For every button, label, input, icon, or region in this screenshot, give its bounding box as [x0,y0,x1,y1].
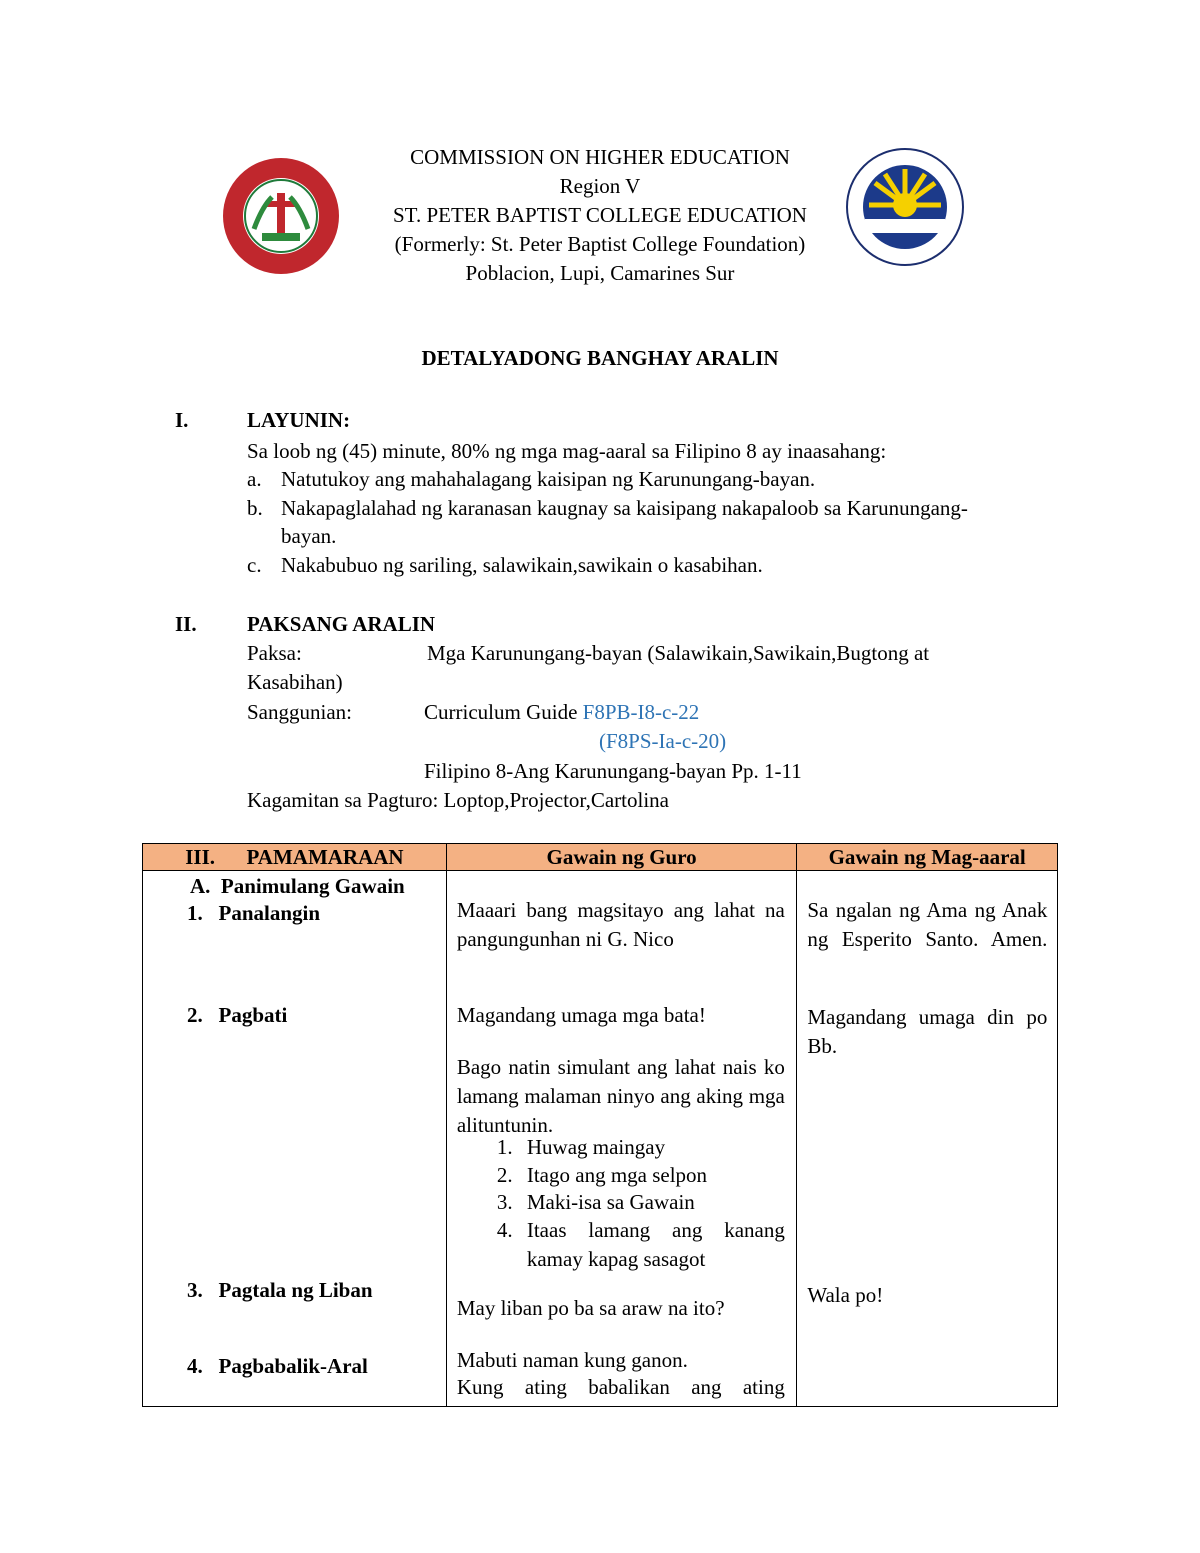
header-commission: COMMISSION ON HIGHER EDUCATION [410,145,790,169]
objective-letter: a. [247,467,262,491]
table-header-magaaral: Gawain ng Mag-aaral [797,844,1058,871]
table-header-guro: Gawain ng Guro [446,844,796,871]
header-college: ST. PETER BAPTIST COLLEGE EDUCATION [393,203,807,227]
guro-liban: May liban po ba sa araw na ito? [456,1296,725,1320]
objective-text-cont: bayan. [281,524,337,548]
paksa-continuation: Kasabihan) [247,670,343,694]
document-title: DETALYADONG BANGHAY ARALIN [421,346,779,370]
sanggunian-value: Curriculum Guide [424,700,583,724]
procedure-table [142,843,1058,1407]
section2-heading: PAKSANG ARALIN [247,612,436,636]
objective-text: Nakapaglalahad ng karanasan kaugnay sa kaisipang nakapaloob sa Karunungang- [281,496,968,520]
rule-text: Itaas lamang ang kanang kamay kapag sasagot [526,1218,785,1271]
guro-panalangin: Maaari bang magsitayo ang lahat na pangungunhan ni G. Nico [456,898,785,951]
curriculum-code-link[interactable]: (F8PS-Ia-c-20) [599,729,727,753]
table-header-pamamaraan: III. PAMAMARAAN [143,844,447,871]
objective-letter: b. [247,496,263,520]
step-panalangin: 1. Panalangin [187,901,321,925]
rule-number: 4. [496,1218,513,1242]
section1-number: I. [175,408,189,432]
rule-number: 2. [496,1163,513,1187]
kagamitan-line: Kagamitan sa Pagturo: Loptop,Projector,Cartolina [247,788,669,812]
guro-balik-aral: Kung ating babalikan ang ating [456,1375,785,1399]
rule-number: 1. [496,1135,513,1159]
sanggunian-label: Sanggunian: [247,700,352,724]
objective-letter: c. [247,553,262,577]
header-region: Region V [559,174,641,198]
section1-intro: Sa loob ng (45) minute, 80% ng mga mag-aaral sa Filipino 8 ay inaasahang: [247,439,887,463]
magaaral-panalangin: Sa ngalan ng Ama ng Anak ng Esperito Santo. Amen. [807,898,1048,951]
section2-number: II. [175,612,197,636]
step-pagtala-ng-liban: 3. Pagtala ng Liban [187,1278,373,1302]
magaaral-pagbati: Magandang umaga din po Bb. [807,1005,1048,1058]
step-pagbati: 2. Pagbati [187,1003,288,1027]
step-pagbabalik-aral: 4. Pagbabalik-Aral [187,1354,368,1378]
book-reference: Filipino 8-Ang Karunungang-bayan Pp. 1-11 [424,759,802,783]
guro-mabuti: Mabuti naman kung ganon. [456,1348,688,1372]
curriculum-code-link[interactable]: F8PB-I8-c-22 [582,700,700,724]
paksa-label: Paksa: [247,641,302,665]
objective-text: Natutukoy ang mahahalagang kaisipan ng Karunungang-bayan. [281,467,816,491]
paksa-value: Mga Karunungang-bayan (Salawikain,Sawikain,Bugtong at [427,641,930,665]
rule-text: Itago ang mga selpon [526,1163,708,1187]
rule-text: Huwag maingay [526,1135,666,1159]
magaaral-liban: Wala po! [807,1283,884,1307]
header-address: Poblacion, Lupi, Camarines Sur [465,261,735,285]
step-panimulang-gawain: A. Panimulang Gawain [190,874,405,898]
header-formerly: (Formerly: St. Peter Baptist College Foundation) [394,232,806,256]
section1-heading: LAYUNIN: [247,408,351,432]
guro-alituntunin: Bago natin simulant ang lahat nais ko lamang malaman ninyo ang aking mga alituntunin. [456,1055,785,1137]
rule-text: Maki-isa sa Gawain [526,1190,695,1214]
objective-text: Nakabubuo ng sariling, salawikain,sawikain o kasabihan. [281,553,763,577]
guro-pagbati: Magandang umaga mga bata! [456,1003,706,1027]
rule-number: 3. [496,1190,513,1214]
